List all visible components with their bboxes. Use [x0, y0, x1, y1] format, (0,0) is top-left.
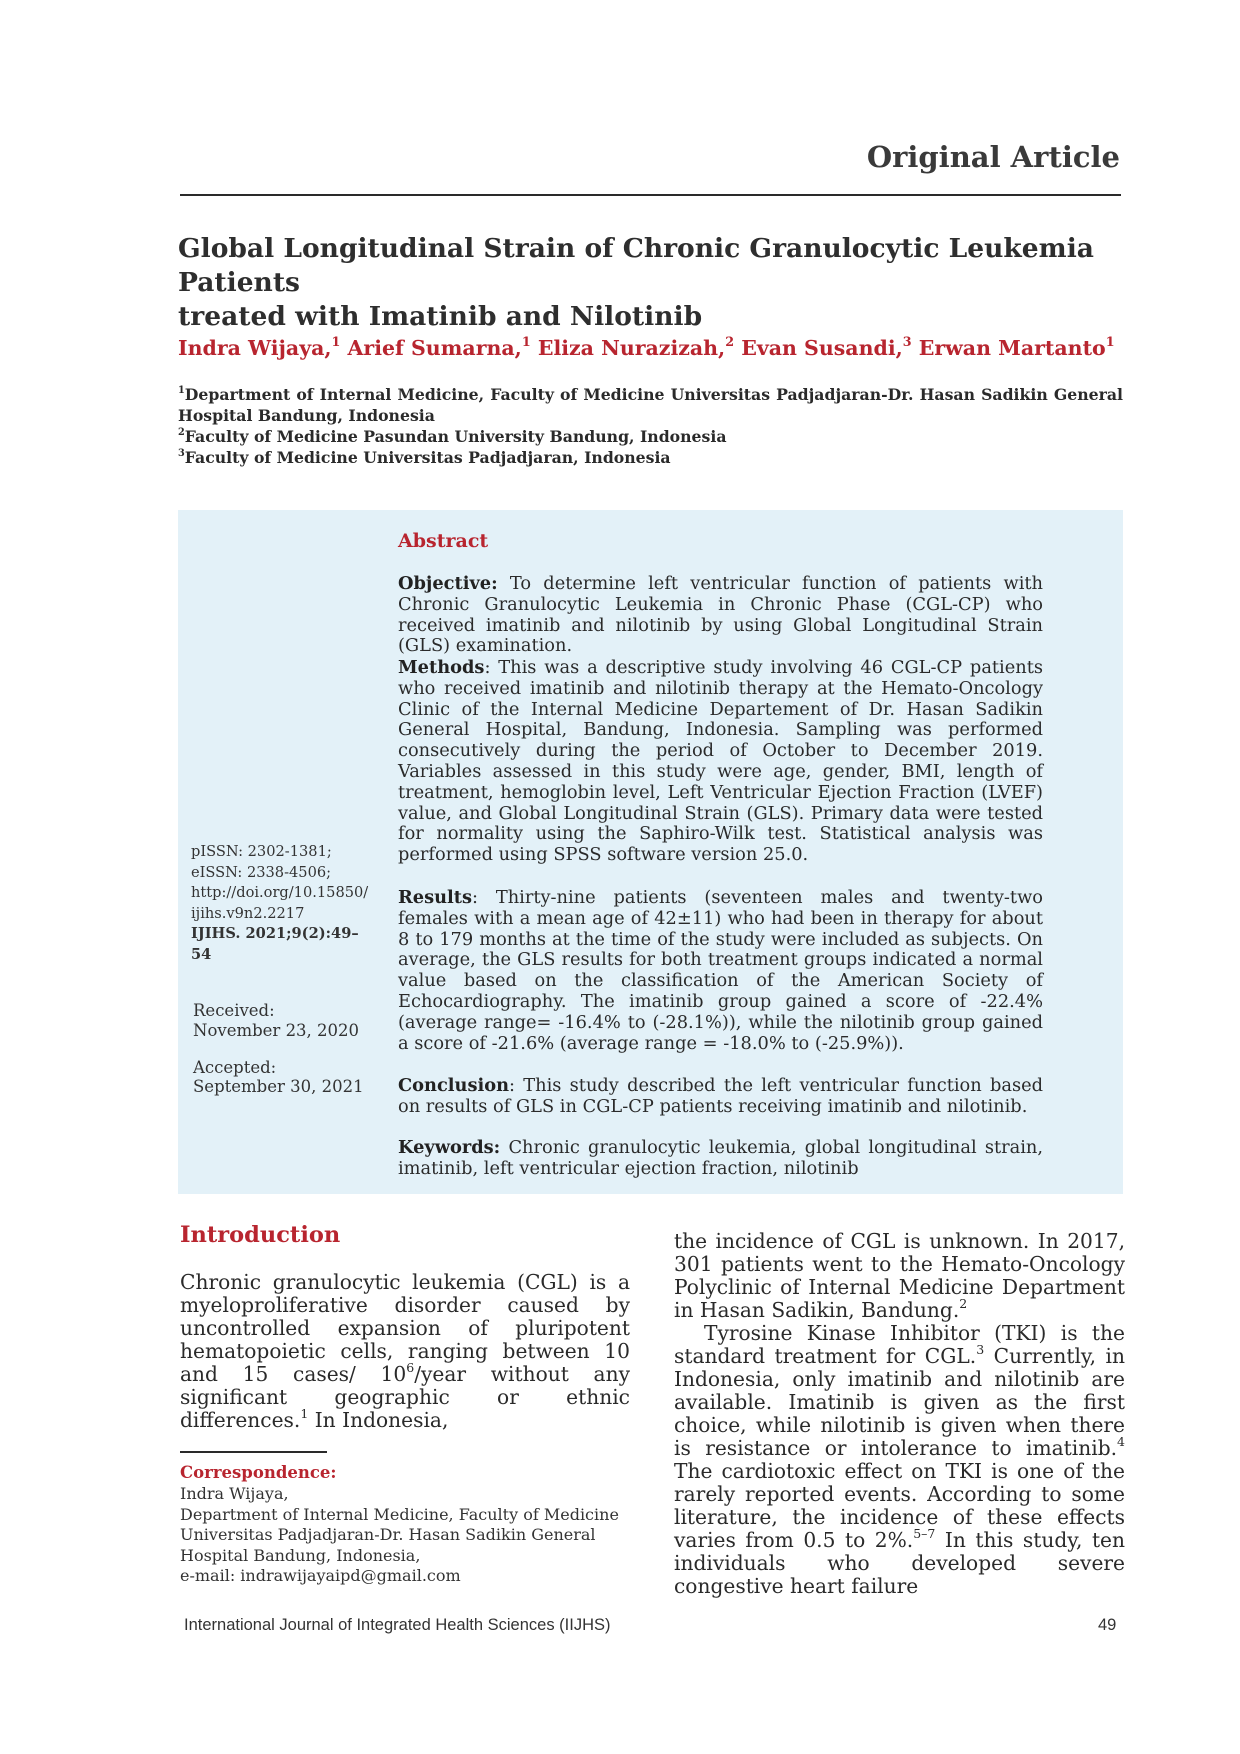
journal-citation: IJIHS. 2021;9(2):49–54 — [191, 925, 359, 963]
keywords-text: Chronic granulocytic leukemia, global longitudinal strain, imatinib, left ventricular ejection fraction, nilotinib — [398, 1137, 1043, 1179]
author-affiliation-mark: 2 — [725, 333, 735, 349]
accepted-label: Accepted: — [193, 1058, 277, 1077]
author-affiliation-mark: 3 — [902, 333, 912, 349]
methods-label: Methods — [398, 657, 485, 678]
introduction-right-column — [674, 1230, 1125, 1598]
header-rule — [180, 194, 1121, 196]
received-label: Received: — [193, 1001, 275, 1020]
correspondence-line: Hospital Bandung, Indonesia, — [180, 1545, 421, 1565]
objective-label: Objective: — [398, 573, 498, 594]
body-text: In Indonesia, — [308, 1408, 449, 1432]
author-name: Erwan Martanto — [918, 336, 1106, 360]
doi-link-part-1[interactable]: http://doi.org/10.15850/ — [191, 884, 369, 901]
author-name: Indra Wijaya, — [178, 336, 332, 360]
exponent: 6 — [406, 1360, 415, 1376]
paper-title — [178, 232, 1128, 334]
objective-text: To determine left ventricular function of patients with Chronic Granulocytic Leukemia in Chronic Phase (CGL-CP) who received imatinib and nilotinib by using Global Longitudinal Strain (GLS) examination. — [398, 573, 1043, 657]
author-affiliation-mark: 1 — [521, 333, 531, 349]
author-affiliation-mark: 1 — [1105, 333, 1115, 349]
page-number: 49 — [1098, 1616, 1117, 1634]
affiliation-number: 2 — [178, 426, 185, 438]
doi-link-part-2[interactable]: ijihs.v9n2.2217 — [191, 904, 305, 922]
affiliation-text: Faculty of Medicine Pasundan University Bandung, Indonesia — [184, 427, 727, 446]
paragraph — [674, 1322, 1125, 1598]
abstract-keywords — [398, 1138, 1043, 1180]
methods-text: : This was a descriptive study involving 46 CGL-CP patients who received imatinib and nilotinib therapy at the Hemato-Oncology Clinic of the Internal Medicine Departement of Dr. Hasan Sadikin General Hospital, Bandung, Indonesia. Sampling was performed consecutively during the period of October to December 2019. Variables assessed in this study were age, gender, BMI, length of treatment, hemoglobin level, Left Ventricular Ejection Fraction (LVEF) value, and Global Longitudinal Strain (GLS). Primary data were tested for normality using the Saphiro-Wilk test. Statistical analysis was performed using SPSS software version 25.0. — [398, 657, 1043, 866]
introduction-heading: Introduction — [180, 1222, 341, 1248]
body-text: the incidence of CGL is unknown. In 2017, 301 patients went to the Hemato-Oncology Polyclinic of Internal Medicine Department in Hasan Sadikin, Bandung. — [674, 1229, 1125, 1322]
title-line-1: Global Longitudinal Strain of Chronic Granulocytic Leukemia Patients — [178, 233, 1094, 298]
citation-ref: 2 — [959, 1296, 968, 1312]
affiliation-list — [178, 384, 1123, 468]
body-text: Currently, in Indonesia, only imatinib and nilotinib are available. Imatinib is given as the first choice, while nilotinib is given when there is resistance or intolerance to imatinib. — [674, 1344, 1125, 1460]
citation-ref: 5–7 — [913, 1526, 936, 1542]
footnote-rule — [180, 1451, 327, 1453]
correspondence-line: Indra Wijaya, — [180, 1484, 289, 1503]
author-list — [178, 333, 1115, 360]
body-text: The cardiotoxic effect on TKI is one of the rarely reported events. According to some literature, the incidence of these effects varies from 0.5 to 2%. — [674, 1459, 1125, 1552]
accepted-date: September 30, 2021 — [193, 1077, 364, 1096]
pissn: pISSN: 2302-1381; — [191, 843, 332, 860]
author-name: Evan Susandi, — [741, 336, 903, 360]
body-text: /year without any significant geographic or ethnic differences. — [180, 1362, 630, 1432]
received-date: November 23, 2020 — [193, 1021, 360, 1040]
body-text: Chronic granulocytic leukemia (CGL) is a myeloproliferative disorder caused by uncontrolled expansion of pluripotent hematopoietic cells, ranging between 10 and 15 cases/ 10 — [180, 1270, 630, 1386]
eissn: eISSN: 2338-4506; — [191, 863, 332, 881]
conclusion-text: : This study described the left ventricular function based on results of GLS in CGL-CP patients receiving imatinib and nilotinib. — [398, 1075, 1043, 1117]
abstract-heading: Abstract — [398, 530, 489, 552]
article-type-label: Original Article — [866, 140, 1120, 174]
author-name: Arief Sumarna, — [347, 336, 522, 360]
publication-info — [191, 842, 376, 965]
correspondence-line: Universitas Padjadjaran-Dr. Hasan Sadikin General — [180, 1525, 596, 1545]
paragraph — [674, 1229, 1125, 1322]
affiliation-text: Faculty of Medicine Universitas Padjadjaran, Indonesia — [184, 448, 671, 467]
body-text: Tyrosine Kinase Inhibitor (TKI) is the standard treatment for CGL. — [674, 1321, 1125, 1368]
results-text: : Thirty-nine patients (seventeen males and twenty-two females with a mean age of 42±11) who had been in therapy for about 8 to 179 months at the time of the study were included as subjects. On average, the GLS results for both treatment groups indicated a normal value based on the classification of the American Society of Echocardiography. The imatinib group gained a score of -22.4% (average range= -16.4% to (-28.1%)), while the nilotinib group gained a score of -21.6% (average range = -18.0% to (-25.9%)). — [398, 887, 1043, 1054]
affiliation-text: Department of Internal Medicine, Faculty of Medicine Universitas Padjadjaran-Dr. Hasan Sadikin General Hospital Bandung, Indonesia — [178, 385, 1123, 425]
citation-ref: 1 — [300, 1406, 309, 1422]
affiliation-item — [178, 426, 1123, 447]
affiliation-number: 3 — [178, 447, 185, 459]
abstract-methods — [398, 658, 1043, 866]
correspondence-heading: Correspondence: — [180, 1463, 337, 1482]
affiliation-number: 1 — [178, 384, 185, 396]
correspondence-line: Department of Internal Medicine, Faculty of Medicine — [180, 1504, 619, 1524]
introduction-left-column — [180, 1271, 630, 1432]
conclusion-label: Conclusion — [398, 1075, 510, 1096]
abstract-objective — [398, 574, 1043, 657]
body-text: In this study, ten individuals who developed severe congestive heart failure — [674, 1528, 1125, 1598]
title-line-2: treated with Imatinib and Nilotinib — [178, 301, 703, 332]
results-label: Results — [398, 887, 473, 908]
citation-ref: 3 — [976, 1342, 985, 1358]
affiliation-item — [178, 447, 1123, 468]
citation-ref: 4 — [1117, 1434, 1125, 1450]
abstract-conclusion — [398, 1076, 1043, 1118]
author-name: Eliza Nurazizah, — [537, 336, 726, 360]
author-affiliation-mark: 1 — [331, 333, 341, 349]
abstract-results — [398, 888, 1043, 1054]
affiliation-item — [178, 384, 1123, 426]
keywords-label: Keywords: — [398, 1137, 501, 1158]
correspondence-details — [180, 1484, 619, 1587]
footer-journal-name: International Journal of Integrated Health Sciences (IIJHS) — [184, 1616, 611, 1634]
correspondence-email[interactable]: e-mail: indrawijayaipd@gmail.com — [180, 1566, 461, 1586]
